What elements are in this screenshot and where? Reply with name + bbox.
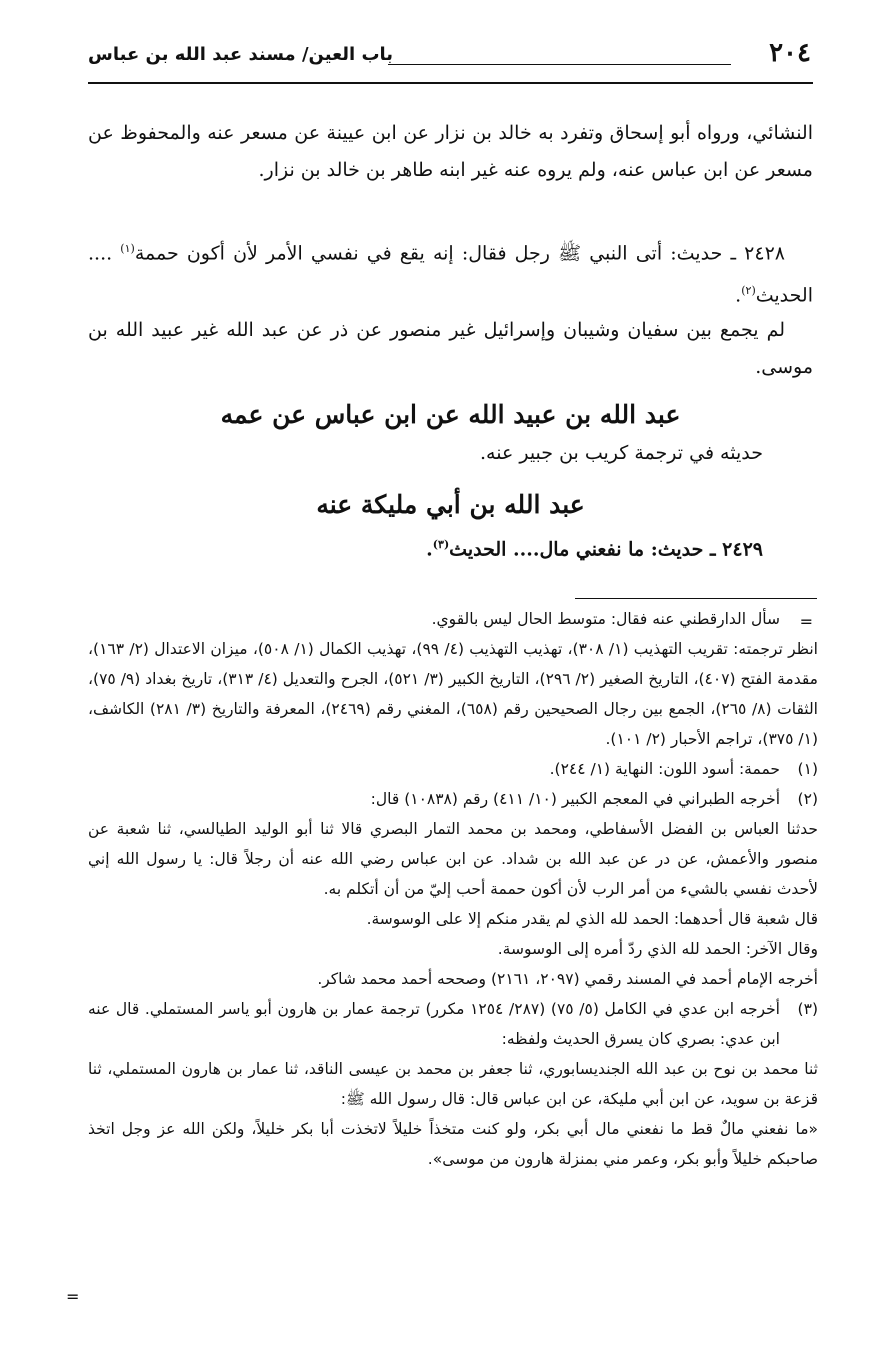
section-1-text: حديثه في ترجمة كريب بن جبير عنه. <box>480 442 763 464</box>
footnote-2-text: أخرجه الطبراني في المعجم الكبير (١٠/ ٤١١) رقم (١٠٨٣٨) قال: <box>370 790 780 808</box>
footnote-2-quote <box>88 814 818 904</box>
footnote-ref-3[interactable]: (٣) <box>432 538 450 551</box>
footnote-2-marker: (٢) <box>797 790 818 808</box>
footnote-continued-text: سأل الدارقطني عنه فقال: متوسط الحال ليس بالقوي. <box>431 610 780 628</box>
header-rule <box>88 82 813 84</box>
page-number: ٢٠٤ <box>769 38 811 68</box>
footnote-ref-1[interactable]: (١) <box>120 242 135 255</box>
footnote-1-marker: (١) <box>797 760 818 778</box>
footnote-2-line-e <box>88 964 818 994</box>
hadith-2428-text-c: . <box>735 284 742 307</box>
hadith-2429 <box>88 538 763 560</box>
footnote-2-c-text: قال شعبة قال أحدهما: الحمد لله الذي لم يقدر منكم إلا على الوسوسة. <box>366 910 818 928</box>
footnotes <box>88 604 818 1174</box>
header-title: باب العين/ مسند عبد الله بن عباس <box>88 44 394 65</box>
footnote-continued <box>88 604 818 634</box>
footnote-3-hadith <box>88 1114 818 1174</box>
hadith-2429-text: ٢٤٢٩ ـ حديث: ما نفعني مال.... الحديث <box>449 538 763 561</box>
paragraph-3 <box>88 312 813 386</box>
running-header <box>88 38 811 78</box>
hadith-2428-text-a: ٢٤٢٨ ـ حديث: أتى النبي ﷺ رجل فقال: إنه يقع في نفسي الأمر لأن أكون حممة <box>134 242 785 265</box>
hadith-2428 <box>88 230 813 315</box>
footnote-2 <box>88 784 818 814</box>
hadith-2428-text-b: .... الحديث <box>88 242 813 307</box>
footnote-3-marker: (٣) <box>797 1000 818 1018</box>
footnote-continued-2-text: انظر ترجمته: تقريب التهذيب (١/ ٣٠٨)، تهذيب التهذيب (٤/ ٩٩)، تهذيب الكمال (١/ ٥٠٨)، ميزان الاعتدال (٢/ ١٦٣)، مقدمة الفتح (٤٠٧)، التاريخ الصغير (٢/ ٢٩٦)، التاريخ الكبير (٣/ ٥٢١)، الجرح والتعديل (٤/ ٣١٣)، تاريخ بغداد (٩/ ٧٥)، الثقات (٨/ ٢٦٥)، الجمع بين رجال الصحيحين رقم (٦٥٨)، المغني رقم (٢٤٦٩)، المعرفة والتاريخ (٣/ ٢٨١) الكاشف، (١/ ٣٧٥)، تراجم الأحبار (٢/ ١٠١). <box>88 640 818 748</box>
footnote-2-line-c <box>88 904 818 934</box>
footnote-2-quote-text: حدثنا العباس بن الفضل الأسفاطي، ومحمد بن محمد التمار البصري قالا ثنا أبو الوليد الطيالسي، ثنا شعبة عن منصور والأعمش، عن در عن عبد الله بن شداد. عن ابن عباس رضي الله عنه أن رجلاً قال: يا رسول الله إني لأحدث نفسي بالشيء من أمر الرب لأن أكون حممة أحب إليّ من أن أتكلم به. <box>88 820 818 898</box>
hadith-2428-text <box>88 230 813 315</box>
header-leader-line <box>388 64 731 65</box>
footnote-continued-2 <box>88 634 818 754</box>
paragraph-1-text: النشائي، ورواه أبو إسحاق وتفرد به خالد بن نزار عن ابن عيينة عن مسعر عنه والمحفوظ عن مسعر عن ابن عباس عنه، ولم يروه عنه غير ابنه طاهر بن خالد بن نزار. <box>88 122 813 181</box>
paragraph-1 <box>88 115 813 189</box>
footnote-3-chain <box>88 1054 818 1114</box>
footnote-2-e-text: أخرجه الإمام أحمد في المسند رقمي (٢٠٩٧، ٢١٦١) وصححه أحمد محمد شاكر. <box>317 970 818 988</box>
hadith-2429-end: . <box>426 538 433 561</box>
footnote-marker-blank <box>780 604 818 634</box>
footnote-2-line-d <box>88 934 818 964</box>
footnote-separator <box>575 598 817 599</box>
continues-marker: = <box>66 1287 80 1306</box>
section-heading-2: عبد الله بن أبي مليكة عنه <box>316 490 585 519</box>
footnote-3-text: أخرجه ابن عدي في الكامل (٥/ ٧٥) (٢٨٧/ ١٢٥٤ مكرر) ترجمة عمار بن هارون أبو ياسر المستملي. قال عنه ابن عدي: بصري كان يسرق الحديث ولفظه: <box>88 1000 780 1048</box>
footnote-3-chain-text: ثنا محمد بن نوح بن عبد الله الجنديسابوري، ثنا جعفر بن محمد بن عيسى الناقد، ثنا عمار بن هارون المستملي، ثنا قزعة بن سويد، عن ابن أبي مليكة، عن ابن عباس قال: قال رسول الله ﷺ: <box>88 1060 818 1108</box>
footnote-1-text: حممة: أسود اللون: النهاية (١/ ٢٤٤). <box>549 760 780 778</box>
paragraph-3-text: لم يجمع بين سفيان وشيبان وإسرائيل غير منصور عن ذر عن عبد الله غير عبيد الله بن موسى. <box>88 319 813 378</box>
footnote-3 <box>88 994 818 1054</box>
footnote-2-d-text: وقال الآخر: الحمد لله الذي ردّ أمره إلى الوسوسة. <box>497 940 818 958</box>
section-heading-1: عبد الله بن عبيد الله عن ابن عباس عن عمه <box>220 400 681 429</box>
footnote-1 <box>88 754 818 784</box>
footnote-3-hadith-text: «ما نفعني مالٌ قط ما نفعني مال أبي بكر، ولو كنت متخذاً خليلاً لاتخذت أبا بكر خليلاً، ولكن الله عز وجل اتخذ صاحبكم خليلاً وأبو بكر، وعمر مني بمنزلة هارون من موسى». <box>88 1120 818 1168</box>
continuation-marker: = <box>799 612 813 631</box>
footnote-ref-2[interactable]: (٢) <box>741 284 756 298</box>
